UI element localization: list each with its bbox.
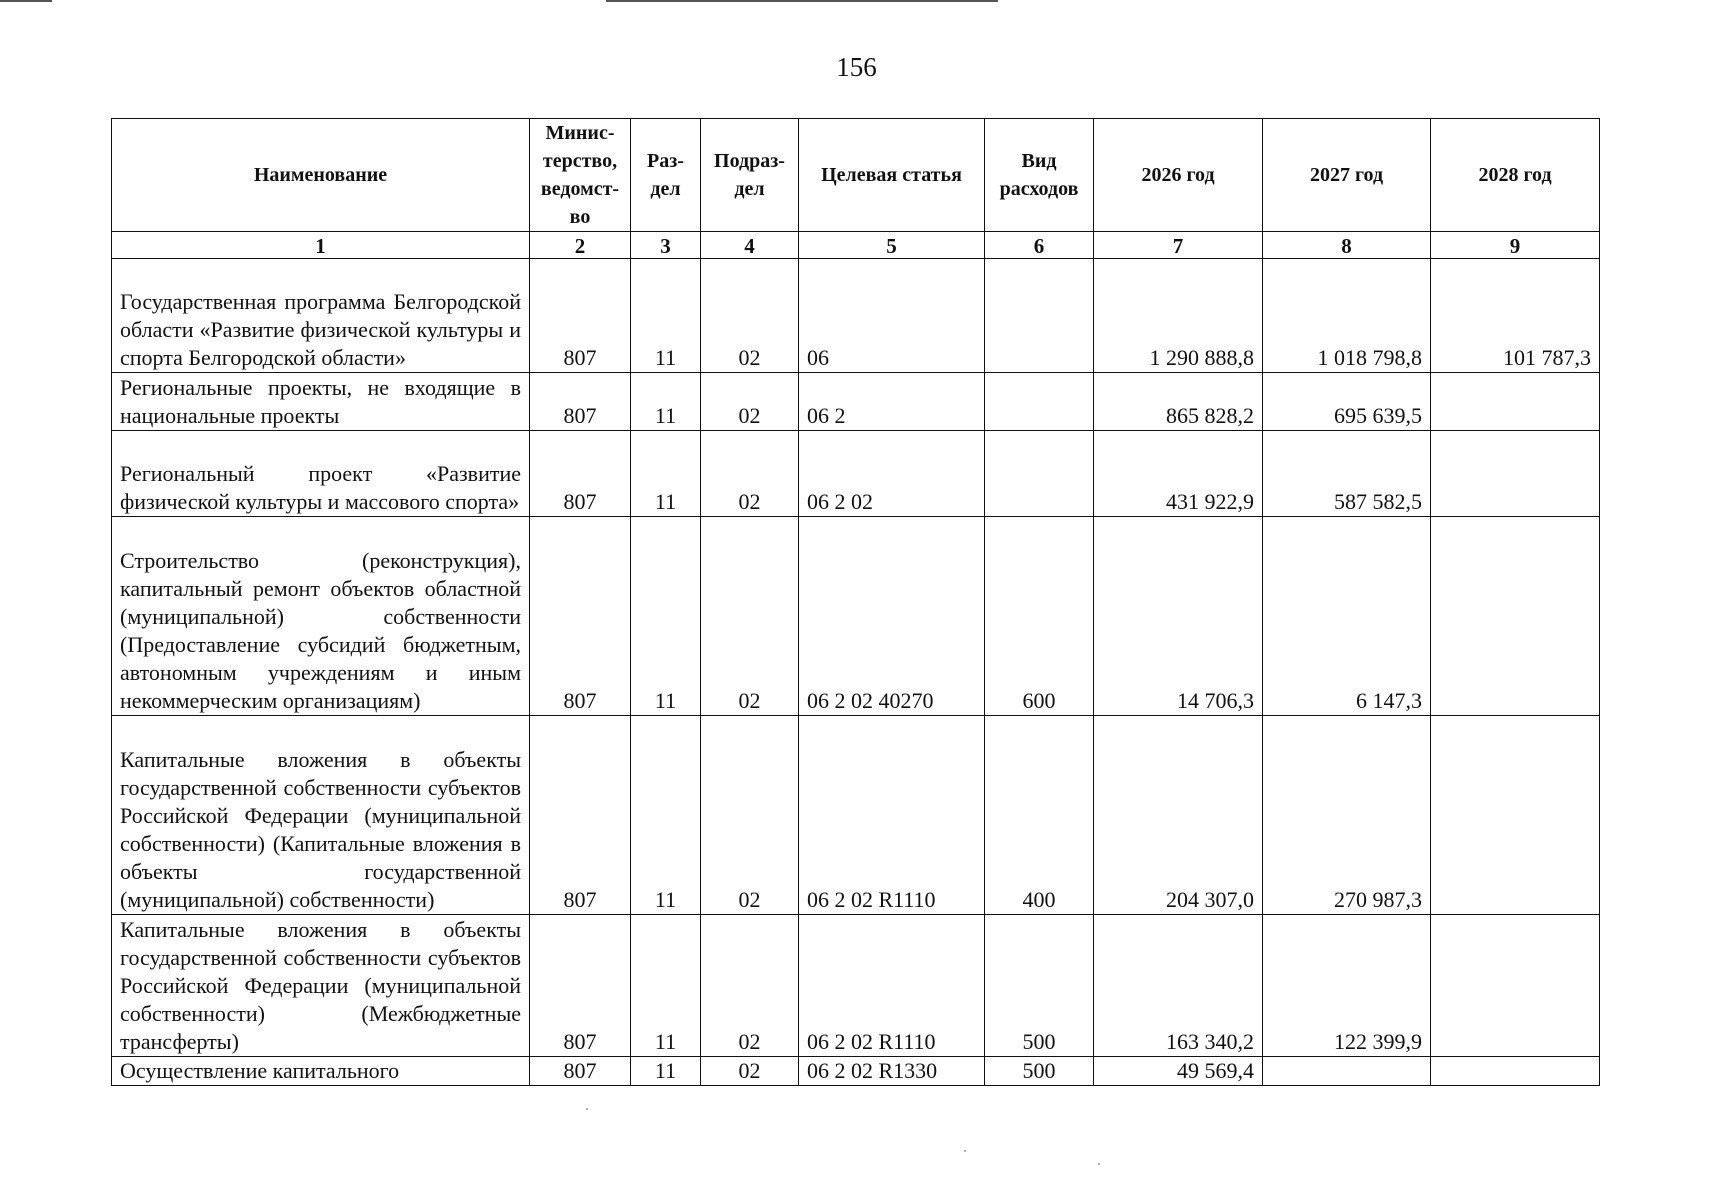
row-target: 06 2 02 xyxy=(799,431,985,517)
budget-table xyxy=(111,118,1600,1086)
row-2026: 163 340,2 xyxy=(1094,915,1263,1057)
column-number: 1 xyxy=(112,232,530,259)
row-section: 11 xyxy=(631,431,701,517)
table-row xyxy=(112,915,1600,1057)
row-expense-type xyxy=(985,431,1094,517)
header-2027: 2027 год xyxy=(1263,119,1431,232)
header-expense-type: Вид расходов xyxy=(985,119,1094,232)
row-2028 xyxy=(1431,915,1600,1057)
row-name: Региональный проект «Развитие физической культуры и массового спорта» xyxy=(112,431,530,517)
row-2026: 49 569,4 xyxy=(1094,1057,1263,1086)
row-2026: 431 922,9 xyxy=(1094,431,1263,517)
row-2027: 122 399,9 xyxy=(1263,915,1431,1057)
table-row xyxy=(112,431,1600,517)
row-2028 xyxy=(1431,716,1600,915)
column-number: 5 xyxy=(799,232,985,259)
row-subsection: 02 xyxy=(701,431,799,517)
row-2026: 14 706,3 xyxy=(1094,517,1263,716)
row-name: Капитальные вложения в объекты государственной собственности субъектов Российской Федерации (муниципальной собственности) (Капитальные вложения в объекты государственной (муниципальной) собственности) xyxy=(112,716,530,915)
row-expense-type xyxy=(985,373,1094,431)
table-row xyxy=(112,1057,1600,1086)
row-2027 xyxy=(1263,1057,1431,1086)
row-section: 11 xyxy=(631,915,701,1057)
header-subsection: Подраз-дел xyxy=(701,119,799,232)
row-name: Строительство (реконструкция), капитальный ремонт объектов областной (муниципальной) собственности (Предоставление субсидий бюджетным, автономным учреждениям и иным некоммерческим организациям) xyxy=(112,517,530,716)
row-section: 11 xyxy=(631,1057,701,1086)
row-section: 11 xyxy=(631,716,701,915)
scan-edge-line xyxy=(606,0,998,2)
row-name: Капитальные вложения в объекты государственной собственности субъектов Российской Федерации (муниципальной собственности) (Межбюджетные трансферты) xyxy=(112,915,530,1057)
row-ministry: 807 xyxy=(530,259,631,373)
row-ministry: 807 xyxy=(530,431,631,517)
table-row xyxy=(112,259,1600,373)
row-2026: 204 307,0 xyxy=(1094,716,1263,915)
row-ministry: 807 xyxy=(530,716,631,915)
row-2027: 695 639,5 xyxy=(1263,373,1431,431)
row-section: 11 xyxy=(631,259,701,373)
row-name: Осуществление капитального xyxy=(112,1057,530,1086)
page-number: 156 xyxy=(836,52,877,82)
row-target: 06 2 02 R1110 xyxy=(799,716,985,915)
header-row xyxy=(112,119,1600,232)
column-number: 7 xyxy=(1094,232,1263,259)
row-subsection: 02 xyxy=(701,716,799,915)
row-ministry: 807 xyxy=(530,373,631,431)
row-2028 xyxy=(1431,1057,1600,1086)
row-expense-type: 500 xyxy=(985,915,1094,1057)
row-target: 06 2 02 R1330 xyxy=(799,1057,985,1086)
scan-speck xyxy=(964,1150,966,1152)
scan-speck xyxy=(586,1108,588,1110)
row-expense-type: 400 xyxy=(985,716,1094,915)
header-name: Наименование xyxy=(112,119,530,232)
row-2026: 1 290 888,8 xyxy=(1094,259,1263,373)
table-row xyxy=(112,373,1600,431)
row-2027: 1 018 798,8 xyxy=(1263,259,1431,373)
header-target: Целевая статья xyxy=(799,119,985,232)
row-ministry: 807 xyxy=(530,915,631,1057)
header-ministry: Минис-терство, ведомст-во xyxy=(530,119,631,232)
column-number-row xyxy=(112,232,1600,259)
column-number: 4 xyxy=(701,232,799,259)
column-number: 3 xyxy=(631,232,701,259)
column-number: 9 xyxy=(1431,232,1600,259)
header-2026: 2026 год xyxy=(1094,119,1263,232)
row-subsection: 02 xyxy=(701,373,799,431)
row-target: 06 2 02 R1110 xyxy=(799,915,985,1057)
row-target: 06 xyxy=(799,259,985,373)
row-subsection: 02 xyxy=(701,915,799,1057)
table-row xyxy=(112,517,1600,716)
row-2026: 865 828,2 xyxy=(1094,373,1263,431)
column-number: 6 xyxy=(985,232,1094,259)
row-ministry: 807 xyxy=(530,517,631,716)
row-2027: 587 582,5 xyxy=(1263,431,1431,517)
row-2028 xyxy=(1431,517,1600,716)
row-ministry: 807 xyxy=(530,1057,631,1086)
row-2027: 270 987,3 xyxy=(1263,716,1431,915)
row-subsection: 02 xyxy=(701,259,799,373)
row-expense-type: 600 xyxy=(985,517,1094,716)
row-subsection: 02 xyxy=(701,1057,799,1086)
row-expense-type: 500 xyxy=(985,1057,1094,1086)
scan-edge-line xyxy=(0,0,52,2)
row-expense-type xyxy=(985,259,1094,373)
row-2027: 6 147,3 xyxy=(1263,517,1431,716)
header-section: Раз-дел xyxy=(631,119,701,232)
row-name: Государственная программа Белгородской области «Развитие физической культуры и спорта Белгородской области» xyxy=(112,259,530,373)
row-2028 xyxy=(1431,431,1600,517)
row-target: 06 2 02 40270 xyxy=(799,517,985,716)
row-section: 11 xyxy=(631,517,701,716)
scan-speck xyxy=(1098,1163,1100,1165)
row-name: Региональные проекты, не входящие в национальные проекты xyxy=(112,373,530,431)
column-number: 8 xyxy=(1263,232,1431,259)
table-row xyxy=(112,716,1600,915)
row-target: 06 2 xyxy=(799,373,985,431)
row-2028: 101 787,3 xyxy=(1431,259,1600,373)
row-2028 xyxy=(1431,373,1600,431)
row-section: 11 xyxy=(631,373,701,431)
header-2028: 2028 год xyxy=(1431,119,1600,232)
column-number: 2 xyxy=(530,232,631,259)
row-subsection: 02 xyxy=(701,517,799,716)
